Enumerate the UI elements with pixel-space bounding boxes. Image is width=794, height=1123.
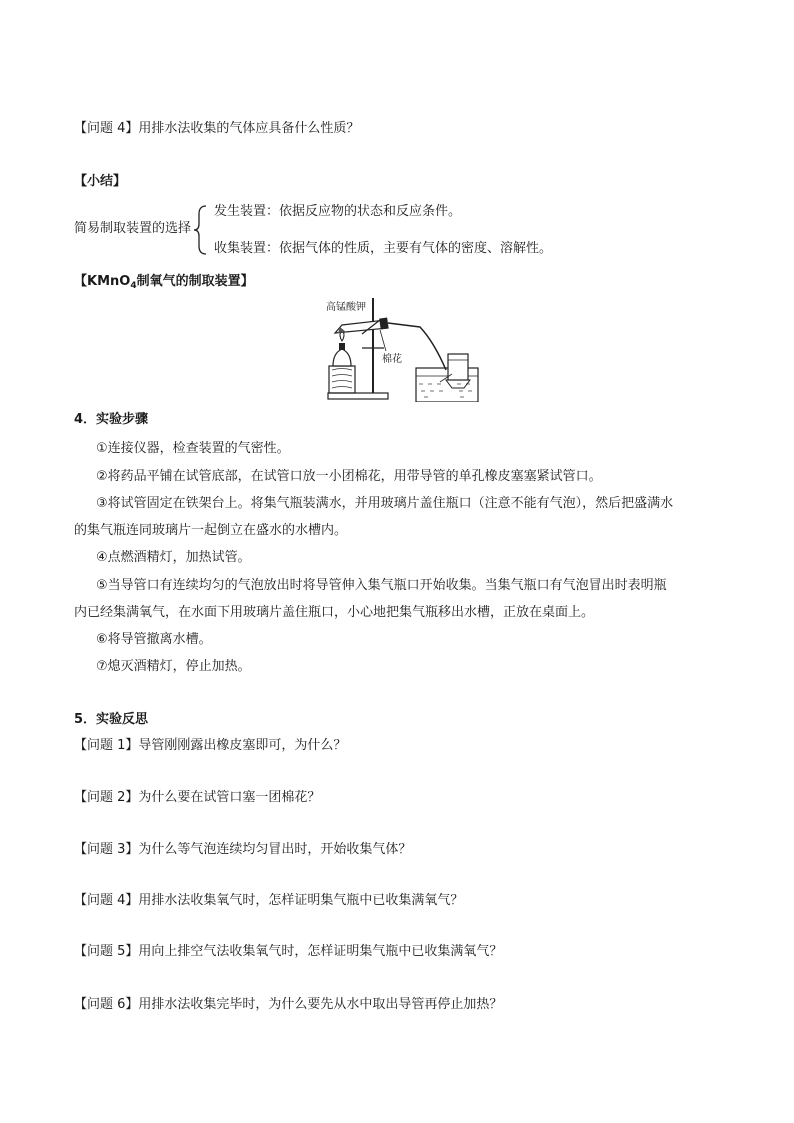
reflection-question-5: 【问题 5】用向上排空气法收集氧气时，怎样证明集气瓶中已收集满氧气？ xyxy=(74,944,503,959)
step-4: ④点燃酒精灯，加热试管。 xyxy=(96,550,251,565)
step-5-line-1: ⑤当导管口有连续均匀的气泡放出时将导管伸入集气瓶口开始收集。当集气瓶口有气泡冒出时表明瓶 xyxy=(96,578,667,593)
step-3-line-2: 的集气瓶连同玻璃片一起倒立在盛水的水槽内。 xyxy=(74,523,348,538)
steps-heading: 4．实验步骤 xyxy=(74,412,149,427)
step-2: ②将药品平铺在试管底部，在试管口放一小团棉花，用带导管的单孔橡皮塞塞紧试管口。 xyxy=(96,469,602,484)
step-3-line-1: ③将试管固定在铁架台上。将集气瓶装满水，并用玻璃片盖住瓶口（注意不能有气泡），然后把盛满水 xyxy=(96,496,674,511)
label-cotton: 棉花 xyxy=(382,354,402,365)
label-kmno4: 高锰酸钾 xyxy=(326,302,366,313)
step-5-line-2: 内已经集满氧气，在水面下用玻璃片盖住瓶口，小心地把集气瓶移出水槽，正放在桌面上。 xyxy=(74,605,595,620)
summary-left-label: 简易制取装置的选择 xyxy=(74,221,192,236)
reflection-question-2: 【问题 2】为什么要在试管口塞一团棉花？ xyxy=(74,790,321,805)
reflection-question-6: 【问题 6】用排水法收集完毕时，为什么要先从水中取出导管再停止加热？ xyxy=(74,997,503,1012)
kmno4-apparatus-diagram xyxy=(322,296,482,402)
summary-heading: 【小结】 xyxy=(74,174,127,189)
apparatus-heading: 【KMnO$_4$制氧气的制取装置】 xyxy=(74,274,254,291)
reflection-heading: 5．实验反思 xyxy=(74,712,149,727)
question-4-top: 【问题 4】用排水法收集的气体应具备什么性质？ xyxy=(74,121,360,136)
reflection-question-3: 【问题 3】为什么等气泡连续均匀冒出时，开始收集气体？ xyxy=(74,842,412,857)
brace-icon xyxy=(192,204,208,256)
step-7: ⑦熄灭酒精灯，停止加热。 xyxy=(96,659,251,674)
summary-line-1: 发生装置：依据反应物的状态和反应条件。 xyxy=(214,204,462,219)
reflection-question-4: 【问题 4】用排水法收集氧气时，怎样证明集气瓶中已收集满氧气？ xyxy=(74,893,464,908)
step-6: ⑥将导管撤离水槽。 xyxy=(96,632,212,647)
step-1: ①连接仪器，检查装置的气密性。 xyxy=(96,441,290,456)
reflection-question-1: 【问题 1】导管刚刚露出橡皮塞即可，为什么？ xyxy=(74,738,347,753)
summary-line-2: 收集装置：依据气体的性质，主要有气体的密度、溶解性。 xyxy=(214,241,553,256)
